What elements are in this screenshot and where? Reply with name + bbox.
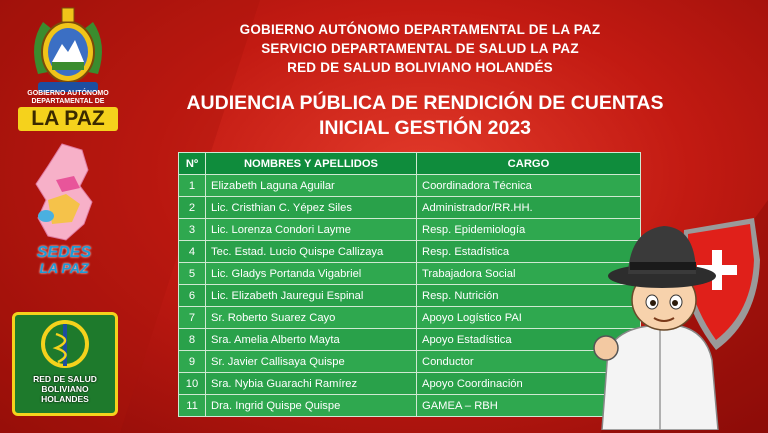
header-line-3: RED DE SALUD BOLIVIANO HOLANDÉS xyxy=(287,60,553,75)
row-num: 9 xyxy=(179,351,206,373)
title-line-1: AUDIENCIA PÚBLICA DE RENDICIÓN DE CUENTAS xyxy=(186,92,664,114)
row-role: Apoyo Estadística xyxy=(417,329,641,351)
table-row xyxy=(179,197,641,219)
red-de-salud-logo xyxy=(12,312,118,416)
row-name: Sr. Roberto Suarez Cayo xyxy=(206,307,417,329)
table-row xyxy=(179,395,641,417)
row-name: Lic. Elizabeth Jauregui Espinal xyxy=(206,285,417,307)
sedes-logo-line-1: SEDES xyxy=(36,244,92,261)
row-role: Resp. Epidemiología xyxy=(417,219,641,241)
row-num: 2 xyxy=(179,197,206,219)
row-name: Lic. Cristhian C. Yépez Siles xyxy=(206,197,417,219)
row-role: Administrador/RR.HH. xyxy=(417,197,641,219)
row-name: Sra. Amelia Alberto Mayta xyxy=(206,329,417,351)
gad-logo-line-1: GOBIERNO AUTÓNOMO xyxy=(27,90,109,97)
la-paz-map-icon xyxy=(22,140,106,248)
title-line-2: INICIAL GESTIÓN 2023 xyxy=(318,117,532,139)
red-logo-line-2: BOLIVIANO xyxy=(41,384,89,394)
table-header-row xyxy=(179,153,641,175)
page-title xyxy=(140,91,710,141)
row-num: 4 xyxy=(179,241,206,263)
row-role: Resp. Nutrición xyxy=(417,285,641,307)
row-num: 3 xyxy=(179,219,206,241)
staff-table xyxy=(178,152,641,417)
gad-logo-line-2: DEPARTAMENTAL DE xyxy=(31,98,105,105)
row-name: Dra. Ingrid Quispe Quispe xyxy=(206,395,417,417)
row-name: Tec. Estad. Lucio Quispe Callizaya xyxy=(206,241,417,263)
doctor-detective-illustration xyxy=(588,200,764,430)
row-name: Elizabeth Laguna Aguilar xyxy=(206,175,417,197)
row-num: 11 xyxy=(179,395,206,417)
red-logo-line-3: HOLANDES xyxy=(41,394,89,404)
table-row xyxy=(179,241,641,263)
table-row xyxy=(179,373,641,395)
row-name: Lic. Lorenza Condori Layme xyxy=(206,219,417,241)
col-header-name: NOMBRES Y APELLIDOS xyxy=(206,153,417,175)
table-row xyxy=(179,351,641,373)
col-header-role: CARGO xyxy=(417,153,641,175)
row-role: Apoyo Coordinación xyxy=(417,373,641,395)
gad-la-paz-logo xyxy=(18,4,118,136)
table-row xyxy=(179,329,641,351)
caduceus-icon xyxy=(32,318,98,370)
row-role: Trabajadora Social xyxy=(417,263,641,285)
red-logo-line-1: RED DE SALUD xyxy=(33,374,97,384)
row-role: Resp. Estadística xyxy=(417,241,641,263)
row-role: Apoyo Logístico PAI xyxy=(417,307,641,329)
row-role: Coordinadora Técnica xyxy=(417,175,641,197)
header-line-1: GOBIERNO AUTÓNOMO DEPARTAMENTAL DE LA PAZ xyxy=(239,22,601,37)
row-num: 5 xyxy=(179,263,206,285)
gad-logo-line-3: LA PAZ xyxy=(18,107,118,131)
row-num: 10 xyxy=(179,373,206,395)
row-name: Sra. Nybia Guarachi Ramírez xyxy=(206,373,417,395)
sedes-la-paz-logo xyxy=(22,140,106,280)
table-row xyxy=(179,307,641,329)
table-row xyxy=(179,175,641,197)
row-name: Sr. Javier Callisaya Quispe xyxy=(206,351,417,373)
row-num: 1 xyxy=(179,175,206,197)
table-row xyxy=(179,219,641,241)
row-name: Lic. Gladys Portanda Vigabriel xyxy=(206,263,417,285)
row-role: Conductor xyxy=(417,351,641,373)
row-role: GAMEA – RBH xyxy=(417,395,641,417)
header-line-2: SERVICIO DEPARTAMENTAL DE SALUD LA PAZ xyxy=(261,41,579,56)
row-num: 8 xyxy=(179,329,206,351)
table-row xyxy=(179,285,641,307)
row-num: 7 xyxy=(179,307,206,329)
col-header-num: Nº xyxy=(179,153,206,175)
header xyxy=(140,20,700,77)
table-row xyxy=(179,263,641,285)
row-num: 6 xyxy=(179,285,206,307)
sedes-logo-line-2: LA PAZ xyxy=(39,260,89,276)
